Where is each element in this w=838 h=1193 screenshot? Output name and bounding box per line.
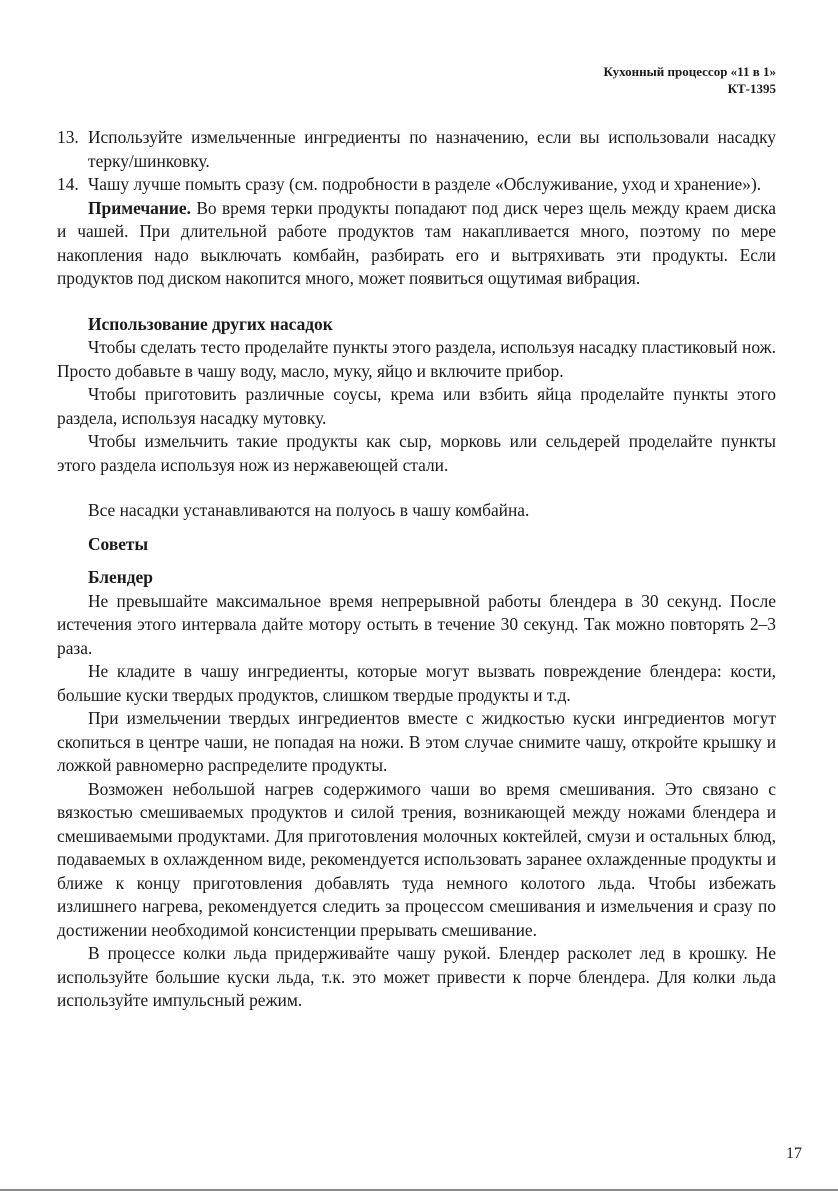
paragraph: При измельчении твердых ингредиентов вместе с жидкостью куски ингредиентов могут скопиться в центре чаши, не попадая на ножи. В этом случае снимите чашу, откройте крышку и ложкой равномерно распределите продукты. — [57, 708, 776, 775]
page-content — [57, 126, 776, 1013]
list-item-number: 13. — [57, 127, 79, 147]
paragraph: Возможен небольшой нагрев содержимого чаши во время смешивания. Это связано с вязкостью смешиваемых продуктов и силой трения, возникающей между ножами блендера и смешиваемыми продуктами. Для приготовления молочных коктейлей, смузи и остальных блюд, подаваемых в охлажденном виде, рекомендуется использовать заранее охлажденные продукты и ближе к концу приготовления добавлять туда немного колотого льда. Чтобы избежать излишнего нагрева, рекомендуется следить за процессом смешивания и измельчения и сразу по достижении необходимой консистенции прерывать смешивание. — [57, 778, 776, 940]
list-item-number: 14. — [57, 174, 79, 194]
note-text: Во время терки продукты попадают под диск через щель между краем диска и чашей. При длительной работе продуктов там накапливается много, поэтому по мере накопления надо выключать комбайн, разбирать его и вытряхивать эти продукты. Если продуктов под диском накопится много, может появиться ощутимая вибрация. — [57, 197, 776, 288]
list-item — [57, 173, 776, 197]
subsection-heading-blender: Блендер — [88, 567, 153, 587]
paragraph: Не кладите в чашу ингредиенты, которые могут вызвать повреждение блендера: кости, большие куски твердых продуктов, слишком твердые продукты и т.д. — [57, 661, 776, 705]
section-heading-tips: Советы — [88, 533, 149, 554]
page-header — [604, 63, 776, 97]
paragraph: Чтобы сделать тесто проделайте пункты этого раздела, используя насадку пластиковый нож. Просто добавьте в чашу воду, масло, муку, яйцо и включите прибор. — [57, 337, 776, 381]
section-heading-other-attachments: Использование других насадок — [88, 313, 333, 334]
list-item — [57, 126, 776, 173]
paragraph: В процессе колки льда придерживайте чашу рукой. Блендер расколет лед в крошку. Не используйте большие куски льда, т.к. это может привести к порче блендера. Для колки льда используйте импульсный режим. — [57, 943, 776, 1010]
page-bottom-divider — [0, 1189, 838, 1191]
header-product-name: Кухонный процессор «11 в 1» — [603, 64, 776, 79]
header-model: КТ-1395 — [727, 81, 776, 96]
note-paragraph — [57, 197, 776, 291]
note-label: Примечание. — [88, 197, 191, 218]
list-item-text: Используйте измельченные ингредиенты по назначению, если вы использовали насадку терку/шинковку. — [88, 127, 776, 171]
paragraph: Чтобы измельчить такие продукты как сыр, морковь или сельдерей проделайте пункты этого раздела используя нож из нержавеющей стали. — [57, 431, 776, 475]
paragraph: Чтобы приготовить различные соусы, крема или взбить яйца проделайте пункты этого раздела, используя насадку мутовку. — [57, 384, 776, 428]
mounting-paragraph: Все насадки устанавливаются на полуось в чашу комбайна. — [88, 500, 530, 520]
list-item-text: Чашу лучше помыть сразу (см. подробности в разделе «Обслуживание, уход и хранение»). — [88, 174, 762, 194]
paragraph: Не превышайте максимальное время непрерывной работы блендера в 30 секунд. После истечения этого интервала дайте мотору остыть в течение 30 секунд. Так можно повторять 2–3 раза. — [57, 590, 776, 658]
page-number: 17 — [786, 1145, 802, 1162]
